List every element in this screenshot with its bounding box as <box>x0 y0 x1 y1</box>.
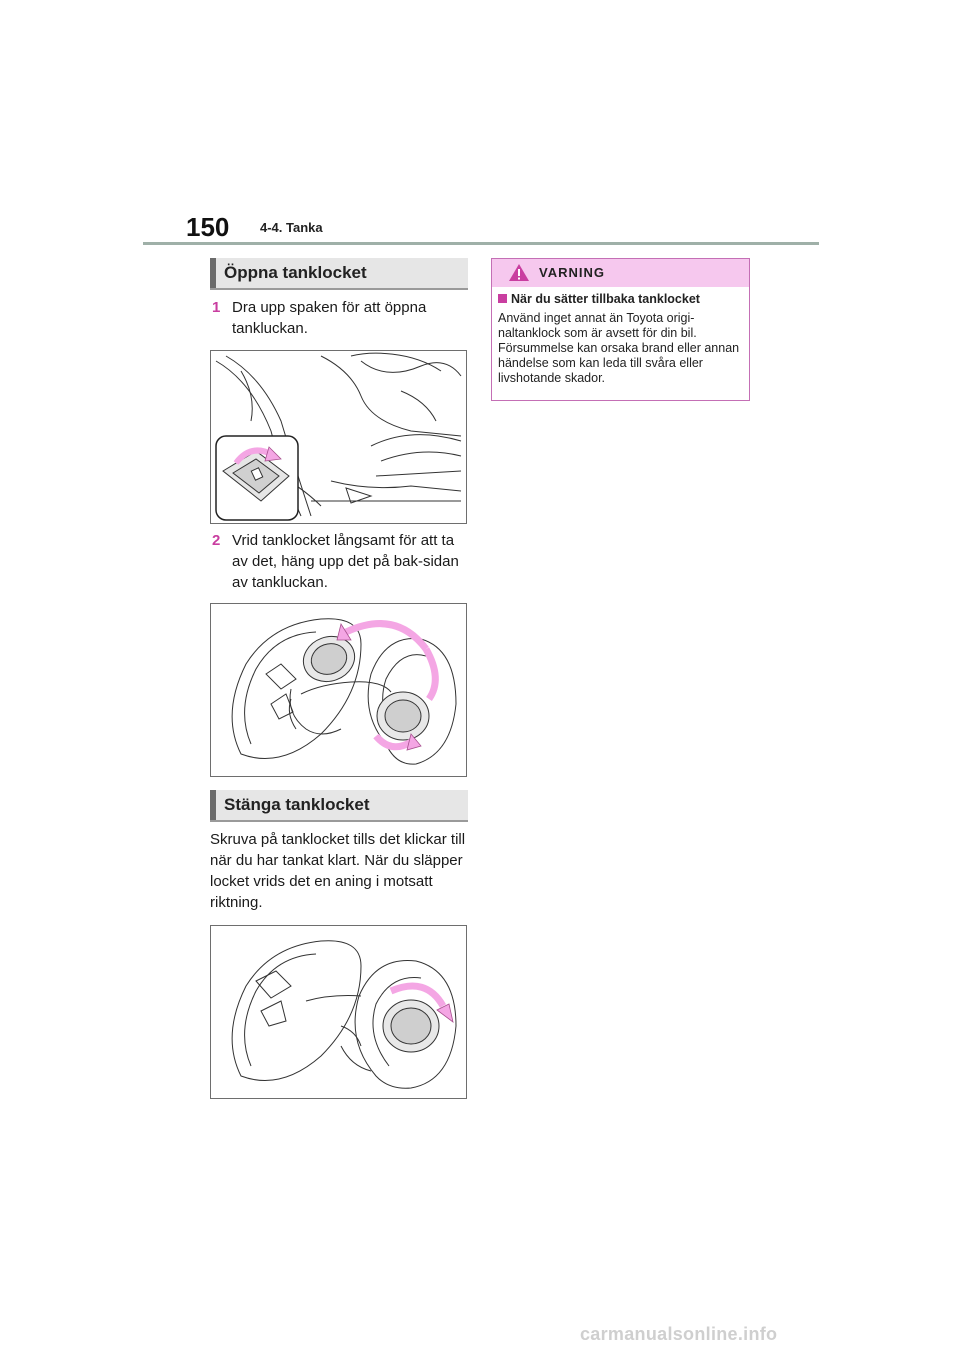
warning-triangle-icon <box>508 263 530 282</box>
heading-open-cap-label: Öppna tanklocket <box>224 263 367 282</box>
heading-close-cap <box>210 790 468 822</box>
figure-remove-cap <box>210 603 467 777</box>
page-number: 150 <box>186 212 230 242</box>
watermark: carmanualsonline.info <box>580 1324 778 1344</box>
step-2 <box>210 530 470 593</box>
heading-close-cap-label: Stänga tanklocket <box>224 795 370 814</box>
warning-subheading-text: När du sätter tillbaka tanklocket <box>511 292 700 306</box>
step-1-number: 1 <box>212 299 221 316</box>
step-2-text: Vrid tanklocket långsamt för att ta av det, häng upp det på bak-sidan av tankluckan. <box>232 532 459 591</box>
warning-body: Använd inget annat än Toyota origi-naltanklock som är avsett för din bil. Försummelse kan orsaka brand eller annan händelse som kan leda till svåra eller livshotande skador. <box>498 311 740 385</box>
close-cap-paragraph: Skruva på tanklocket tills det klickar till när du har tankat klart. När du släpper locket vrids det en aning i motsatt riktning. <box>210 831 466 911</box>
square-bullet-icon <box>498 294 507 303</box>
figure-close-cap <box>210 925 467 1099</box>
step-1 <box>210 297 470 339</box>
warning-box <box>491 258 750 401</box>
header-rule <box>143 242 819 245</box>
warning-title: VARNING <box>539 265 605 280</box>
warning-header <box>492 259 749 287</box>
figure-release-lever <box>210 350 467 524</box>
step-1-text: Dra upp spaken för att öppna tankluckan. <box>232 299 427 337</box>
section-title: 4-4. Tanka <box>260 220 323 235</box>
heading-open-cap <box>210 258 468 290</box>
warning-subheading <box>498 292 700 306</box>
step-2-number: 2 <box>212 532 221 549</box>
